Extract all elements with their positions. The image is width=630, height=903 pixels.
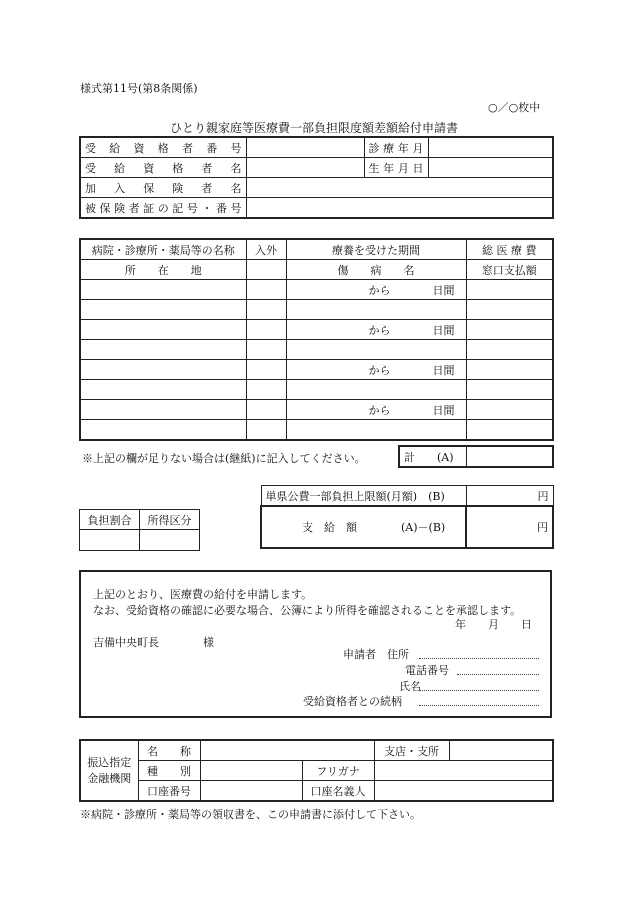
table-row	[80, 280, 553, 300]
yen-unit: 円	[537, 489, 549, 503]
total-label: 計 (A)	[399, 446, 466, 467]
total-cost-cell[interactable]	[466, 400, 553, 420]
account-number-input[interactable]	[205, 781, 298, 800]
medical-table	[79, 238, 554, 441]
period-cell[interactable]	[286, 280, 466, 300]
birth-date-field[interactable]	[428, 158, 553, 178]
income-class-label: 所得区分	[140, 510, 200, 530]
from-text: から	[368, 403, 391, 417]
facility-header: 病院・診療所・薬局等の名称	[80, 239, 246, 260]
phone-line[interactable]	[457, 662, 539, 675]
branch-field[interactable]	[449, 740, 553, 761]
treatment-month-field[interactable]	[428, 137, 553, 158]
blank-cell	[246, 420, 286, 441]
burden-ratio-label: 負担割合	[80, 510, 140, 530]
table-row	[80, 300, 553, 320]
paid-amount-cell[interactable]	[466, 420, 553, 441]
facility-name-cell[interactable]	[80, 360, 246, 380]
payment-label-cell	[261, 506, 466, 548]
bank-name-field[interactable]	[200, 740, 374, 761]
paid-header: 窓口支払額	[466, 260, 553, 280]
facility-address-cell[interactable]	[80, 300, 246, 320]
cert-number-field[interactable]	[246, 137, 364, 158]
table-row	[80, 340, 553, 360]
insurance-card-input[interactable]	[251, 198, 549, 217]
insurance-card-label: 被保険者証の記号・番号	[80, 198, 246, 219]
application-box	[79, 570, 552, 718]
phone-label: 電話番号	[405, 664, 449, 677]
applicant-address-label: 申請者 住所	[343, 648, 409, 661]
insurance-card-field[interactable]	[246, 198, 553, 219]
account-holder-label: 口座名義人	[302, 781, 374, 802]
account-type-field[interactable]	[200, 761, 302, 781]
table-row	[80, 360, 553, 380]
account-number-label: 口座番号	[138, 781, 200, 802]
days-text: 日間	[432, 363, 455, 377]
inpatient-cell[interactable]	[246, 280, 286, 300]
days-text: 日間	[432, 283, 455, 297]
address-header: 所 在 地	[80, 260, 246, 280]
inpatient-cell[interactable]	[246, 360, 286, 380]
inpatient-header: 入外	[246, 239, 286, 260]
birth-date-label: 生年月日	[364, 158, 428, 178]
blank-header	[246, 260, 286, 280]
form-number: 様式第11号(第8条関係)	[80, 82, 198, 95]
recipient-name-input[interactable]	[251, 158, 360, 177]
branch-label: 支店・支所	[374, 740, 449, 761]
application-line-2: なお、受給資格の確認に必要な場合、公簿により所得を確認されることを承認します。	[93, 604, 522, 617]
bank-section-label	[80, 740, 138, 801]
table-row	[80, 400, 553, 420]
disease-header: 傷 病 名	[286, 260, 466, 280]
branch-input[interactable]	[454, 741, 549, 760]
recipient-name-label: 受給資格者名	[80, 158, 246, 178]
application-date: 年 月 日	[455, 618, 532, 631]
facility-name-cell[interactable]	[80, 280, 246, 300]
burden-ratio-field[interactable]	[80, 530, 140, 551]
limit-table	[260, 485, 554, 549]
disease-cell[interactable]	[286, 380, 466, 400]
account-type-input[interactable]	[205, 761, 298, 780]
bank-section-label-2: 金融機関	[87, 771, 132, 785]
bank-section-label-1: 振込指定	[87, 755, 132, 769]
facility-name-cell[interactable]	[80, 320, 246, 340]
payment-label: 支 給 額	[302, 521, 357, 534]
application-line-1: 上記のとおり、医療費の給付を申請します。	[93, 588, 313, 601]
total-amount-cell[interactable]	[466, 446, 553, 467]
cert-number-label: 受給資格者番号	[80, 137, 246, 158]
form-title: ひとり親家庭等医療費一部負担限度額差額給付申請書	[170, 121, 459, 135]
payment-formula: (A)－(B)	[401, 521, 446, 534]
disease-cell[interactable]	[286, 420, 466, 441]
recipient-name-field[interactable]	[246, 158, 364, 178]
period-cell[interactable]	[286, 320, 466, 340]
ratio-table	[79, 509, 200, 551]
treatment-month-input[interactable]	[433, 138, 549, 157]
address-line[interactable]	[419, 646, 539, 659]
furigana-label: フリガナ	[302, 761, 374, 781]
relation-line[interactable]	[419, 693, 539, 706]
blank-cell	[246, 340, 286, 360]
total-cost-cell[interactable]	[466, 320, 553, 340]
income-class-field[interactable]	[140, 530, 200, 551]
paid-amount-cell[interactable]	[466, 340, 553, 360]
birth-date-input[interactable]	[433, 158, 549, 177]
furigana-input[interactable]	[379, 761, 549, 780]
name-line[interactable]	[419, 678, 539, 691]
bank-name-input[interactable]	[205, 741, 370, 760]
shortage-note: ※上記の欄が足りない場合は(継紙)に記入してください。	[82, 452, 366, 465]
facility-address-cell[interactable]	[80, 380, 246, 400]
bank-name-label: 名 称	[138, 740, 200, 761]
furigana-field[interactable]	[374, 761, 553, 781]
limit-label: 単県公費一部負担上限額(月額) (B)	[261, 486, 466, 507]
payment-amount-cell[interactable]	[466, 506, 553, 548]
table-row	[80, 380, 553, 400]
insured-name-field[interactable]	[246, 178, 553, 198]
applicant-name-label: 氏名	[399, 680, 421, 693]
inpatient-cell[interactable]	[246, 320, 286, 340]
insured-name-input[interactable]	[251, 178, 549, 197]
from-text: から	[368, 283, 391, 297]
insured-name-label: 加入保険者名	[80, 178, 246, 198]
total-box	[398, 445, 554, 468]
period-cell[interactable]	[286, 360, 466, 380]
yen-unit: 円	[537, 521, 548, 534]
footer-note: ※病院・診療所・薬局等の領収書を、この申請書に添付して下さい。	[80, 808, 421, 821]
total-cost-cell[interactable]	[466, 360, 553, 380]
inpatient-cell[interactable]	[246, 400, 286, 420]
account-holder-input[interactable]	[379, 781, 549, 800]
account-type-label: 種 別	[138, 761, 200, 781]
from-text: から	[368, 323, 391, 337]
facility-address-cell[interactable]	[80, 420, 246, 441]
from-text: から	[368, 363, 391, 377]
treatment-month-label: 診療年月	[364, 137, 428, 158]
disease-cell[interactable]	[286, 340, 466, 360]
facility-address-cell[interactable]	[80, 340, 246, 360]
facility-name-cell[interactable]	[80, 400, 246, 420]
blank-cell	[246, 300, 286, 320]
recipient-table	[79, 136, 554, 219]
addressee: 吉備中央町長 様	[93, 636, 214, 649]
limit-amount-cell[interactable]	[466, 486, 553, 507]
table-row	[80, 320, 553, 340]
page-count: ○／○枚中	[488, 101, 541, 114]
period-cell[interactable]	[286, 400, 466, 420]
total-header: 総 医 療 費	[466, 239, 553, 260]
paid-amount-cell[interactable]	[466, 300, 553, 320]
days-text: 日間	[432, 323, 455, 337]
days-text: 日間	[432, 403, 455, 417]
disease-cell[interactable]	[286, 300, 466, 320]
account-holder-field[interactable]	[374, 781, 553, 802]
period-header: 療養を受けた期間	[286, 239, 466, 260]
relation-label: 受給資格者との続柄	[303, 695, 402, 708]
table-row	[80, 420, 553, 441]
bank-table	[79, 739, 554, 802]
paid-amount-cell[interactable]	[466, 380, 553, 400]
total-cost-cell[interactable]	[466, 280, 553, 300]
cert-number-input[interactable]	[251, 138, 360, 157]
account-number-field[interactable]	[200, 781, 302, 802]
blank-cell	[246, 380, 286, 400]
